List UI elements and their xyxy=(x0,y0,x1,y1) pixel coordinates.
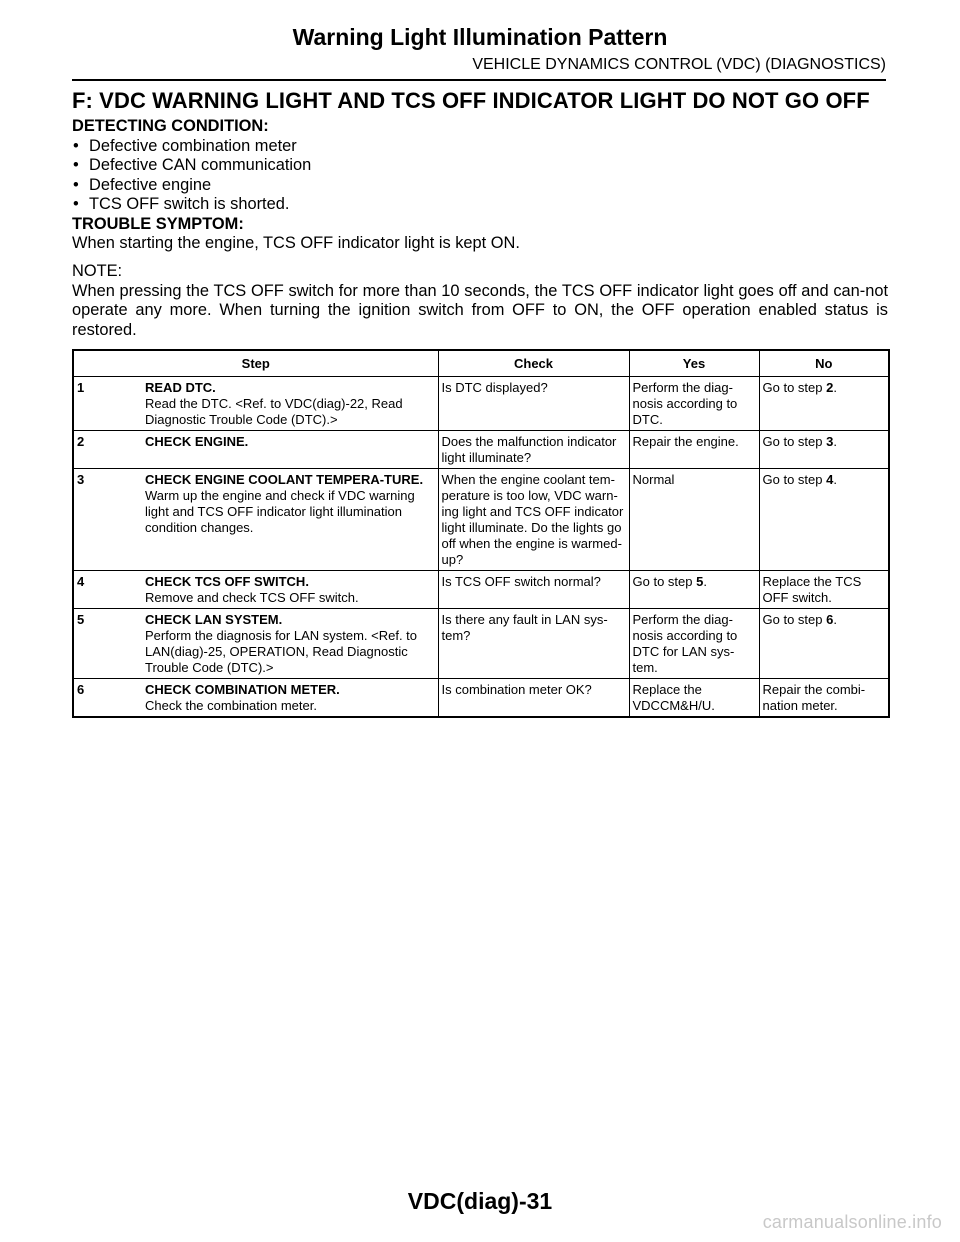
goto-step-number: 5 xyxy=(696,574,704,589)
step-description: Warm up the engine and check if VDC warning light and TCS OFF indicator light illumination condition changes. xyxy=(145,488,415,535)
no-cell xyxy=(759,609,889,679)
goto-step-number: 3 xyxy=(826,434,834,449)
step-description: Read the DTC. <Ref. to VDC(diag)-22, Read Diagnostic Trouble Code (DTC).> xyxy=(145,396,403,427)
yes-cell xyxy=(629,571,759,609)
step-title: CHECK TCS OFF SWITCH. xyxy=(145,574,309,589)
step-title: CHECK COMBINATION METER. xyxy=(145,682,340,697)
no-suffix: . xyxy=(833,434,837,449)
step-cell xyxy=(73,431,438,469)
step-number: 4 xyxy=(77,574,85,589)
no-cell xyxy=(759,431,889,469)
table-row xyxy=(73,609,889,679)
no-prefix: Go to step xyxy=(762,434,827,449)
check-cell: Does the malfunction indicator light illuminate? xyxy=(438,431,629,469)
no-suffix: . xyxy=(833,380,837,395)
step-cell xyxy=(73,377,438,431)
yes-cell: Replace the VDCCM&H/U. xyxy=(629,679,759,718)
step-number: 2 xyxy=(77,434,85,449)
no-cell xyxy=(759,377,889,431)
no-cell: Repair the combi-nation meter. xyxy=(759,679,889,718)
goto-step-number: 2 xyxy=(826,380,834,395)
diagnostic-table xyxy=(72,349,890,718)
yes-suffix: . xyxy=(703,574,707,589)
table-row xyxy=(73,469,889,571)
header-yes: Yes xyxy=(629,350,759,377)
no-suffix: . xyxy=(833,612,837,627)
table-row xyxy=(73,679,889,718)
check-cell: Is TCS OFF switch normal? xyxy=(438,571,629,609)
check-cell: Is combination meter OK? xyxy=(438,679,629,718)
page-number: VDC(diag)-31 xyxy=(407,1188,553,1214)
goto-step-number: 4 xyxy=(826,472,834,487)
trouble-symptom-text: When starting the engine, TCS OFF indicator light is kept ON. xyxy=(72,234,520,252)
yes-cell: Perform the diag-nosis according to DTC for LAN sys-tem. xyxy=(629,609,759,679)
condition-list xyxy=(72,137,888,215)
step-description: Perform the diagnosis for LAN system. <Ref. to LAN(diag)-25, OPERATION, Read Diagnostic Trouble Code (DTC).> xyxy=(145,628,418,675)
page-header-title: Warning Light Illumination Pattern xyxy=(292,24,668,50)
header-divider xyxy=(72,79,886,81)
section-title: F: VDC WARNING LIGHT AND TCS OFF INDICATOR LIGHT DO NOT GO OFF xyxy=(72,88,870,113)
note-block xyxy=(72,262,888,340)
step-title: CHECK LAN SYSTEM. xyxy=(145,612,283,627)
yes-prefix: Go to step xyxy=(632,574,697,589)
yes-cell: Perform the diag-nosis according to DTC. xyxy=(629,377,759,431)
step-title: CHECK ENGINE COOLANT TEMPERA-TURE. xyxy=(145,472,424,487)
list-item: • Defective CAN communication xyxy=(72,156,888,176)
step-cell xyxy=(73,469,438,571)
detecting-condition-label: DETECTING CONDITION: xyxy=(72,117,269,135)
goto-step-number: 6 xyxy=(826,612,834,627)
header-no: No xyxy=(759,350,889,377)
step-title: READ DTC. xyxy=(145,380,216,395)
no-cell xyxy=(759,469,889,571)
step-number: 6 xyxy=(77,682,85,697)
step-number: 1 xyxy=(77,380,85,395)
no-prefix: Go to step xyxy=(762,472,827,487)
header-check: Check xyxy=(438,350,629,377)
step-cell xyxy=(73,571,438,609)
check-cell: Is there any fault in LAN sys-tem? xyxy=(438,609,629,679)
list-item: • Defective combination meter xyxy=(72,137,888,157)
table-row xyxy=(73,377,889,431)
note-text: When pressing the TCS OFF switch for more than 10 seconds, the TCS OFF indicator light goes off and can-not operate any more. When turning the ignition switch from OFF to ON, the OFF operation enabled status is restored. xyxy=(72,281,888,339)
step-cell xyxy=(73,609,438,679)
page-header-subtitle: VEHICLE DYNAMICS CONTROL (VDC) (DIAGNOSTICS) xyxy=(472,56,886,73)
note-label: NOTE: xyxy=(72,262,123,280)
table-row xyxy=(73,571,889,609)
no-prefix: Go to step xyxy=(762,612,827,627)
detecting-condition-block xyxy=(72,117,888,254)
no-cell: Replace the TCS OFF switch. xyxy=(759,571,889,609)
table-row xyxy=(73,431,889,469)
step-description: Check the combination meter. xyxy=(145,698,317,713)
list-item: • Defective engine xyxy=(72,176,888,196)
no-suffix: . xyxy=(833,472,837,487)
list-item: • TCS OFF switch is shorted. xyxy=(72,195,888,215)
step-cell xyxy=(73,679,438,718)
step-number: 3 xyxy=(77,472,85,487)
step-description: Remove and check TCS OFF switch. xyxy=(145,590,359,605)
watermark: carmanualsonline.info xyxy=(762,1212,942,1232)
yes-cell: Repair the engine. xyxy=(629,431,759,469)
check-cell: Is DTC displayed? xyxy=(438,377,629,431)
table-header-row xyxy=(73,350,889,377)
trouble-symptom-label: TROUBLE SYMPTOM: xyxy=(72,214,244,233)
no-prefix: Go to step xyxy=(762,380,827,395)
check-cell: When the engine coolant tem-perature is too low, VDC warn-ing light and TCS OFF indicator light illuminate. Do the lights go off when the engine is warmed-up? xyxy=(438,469,629,571)
step-title: CHECK ENGINE. xyxy=(145,434,249,449)
step-number: 5 xyxy=(77,612,85,627)
header-step: Step xyxy=(73,350,438,377)
yes-cell: Normal xyxy=(629,469,759,571)
